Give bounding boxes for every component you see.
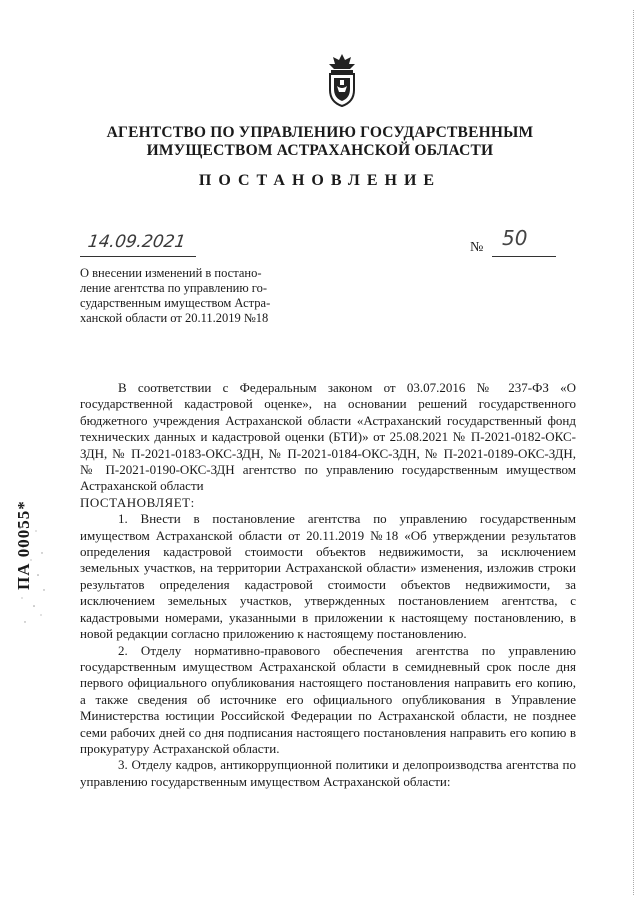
coat-of-arms-icon	[322, 52, 362, 108]
registration-stamp: ПА 00055*	[14, 500, 33, 590]
item-3-paragraph: 3. Отделу кадров, антикоррупционной политики и делопроизводства агентства по управлению государственным имуществом Астраханской области:	[80, 757, 576, 789]
organization-title-line-2: ИМУЩЕСТВОМ АСТРАХАНСКОЙ ОБЛАСТИ	[146, 142, 494, 159]
subject-line: сударственным имуществом Астра-	[80, 296, 271, 310]
subject-line: ление агентства по управлению го-	[80, 281, 268, 295]
subject-line: О внесении изменений в постано-	[80, 266, 262, 280]
item-1-paragraph: 1. Внести в постановление агентства по управлению государственным имуществом Астраханской области от 20.11.2019 №18 «Об утверждении результатов определения кадастровой стоимости объектов недвижимости, за исключением земельных участков, на территории Астраханской области» изменения, изложив строки результатов определения кадастровой стоимости объектов недвижимости, за исключением земельных участков, утвержденных постановлением агентства, с кадастровыми номерами, указанными в приложении к настоящему постановлению, в новой редакции согласно приложению к настоящему постановлению.	[80, 511, 576, 642]
organization-title	[60, 124, 580, 160]
decree-heading: ПОСТАНОВЛЯЕТ:	[80, 494, 195, 510]
number-sign: №	[470, 240, 484, 255]
preamble-paragraph: В соответствии с Федеральным законом от 03.07.2016 № 237-ФЗ «О государственной кадастровой оценке», на основании решений государственного бюджетного учреждения Астраханской области «Астраханский государственный фонд технических данных и кадастровой оценки (БТИ)» от 25.08.2021 № П-2021-0182-ОКС-ЗДН, № П-2021-0183-ОКС-ЗДН, № П-2021-0184-ОКС-ЗДН, № П-2021-0189-ОКС-ЗДН, № П-2021-0190-ОКС-ЗДН агентство по управлению государственным имуществом Астраханской области	[80, 380, 576, 494]
document-body	[80, 380, 576, 790]
document-date: 14.09.2021	[86, 232, 187, 252]
document-number: 50	[502, 226, 528, 250]
page-edge-line	[632, 10, 634, 895]
document-type-title: ПОСТАНОВЛЕНИЕ	[198, 172, 442, 189]
organization-title-line-1: АГЕНТСТВО ПО УПРАВЛЕНИЮ ГОСУДАРСТВЕННЫМ	[106, 124, 534, 141]
document-subject	[80, 266, 310, 326]
item-2-paragraph: 2. Отделу нормативно-правового обеспечения агентства по управлению государственным имуществом Астраханской области в семидневный срок после дня первого официального опубликования настоящего постановления направить его копию, а также сведения об источнике его официального опубликования в Управление Министерства юстиции Российской Федерации по Астраханской области, не позднее семи рабочих дней со дня подписания настоящего постановления направить его копию в прокуратуру Астраханской области.	[80, 642, 576, 756]
subject-line: ханской области от 20.11.2019 №18	[80, 311, 269, 325]
